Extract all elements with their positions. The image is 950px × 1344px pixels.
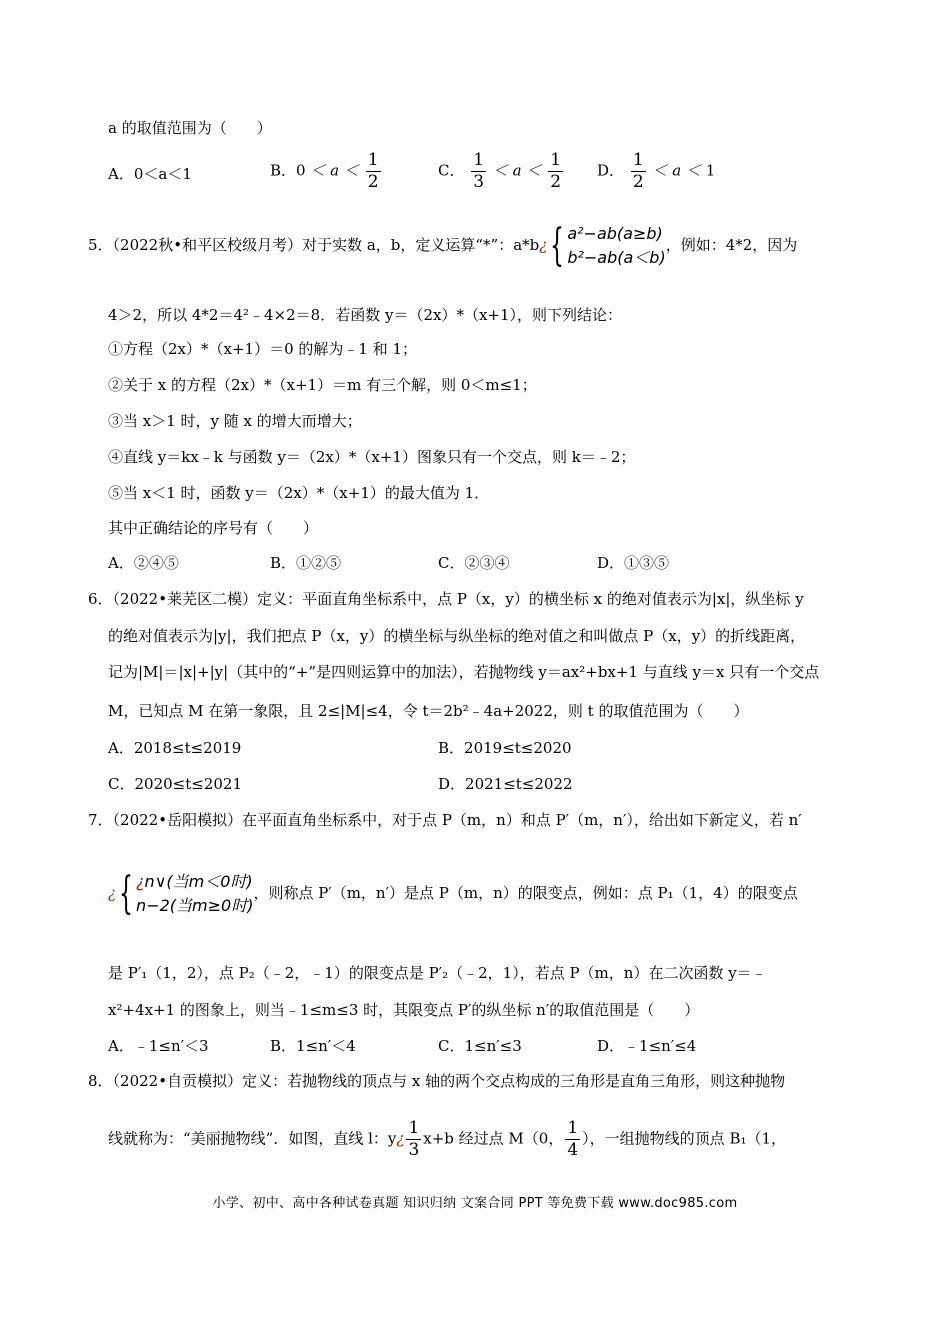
lt-symbol: ＜ (526, 161, 542, 180)
q7-piecewise (136, 870, 253, 918)
q6-option-b[interactable]: B．2019≤t≤2020 (438, 739, 572, 757)
var-a: a (330, 161, 340, 180)
q7-line2-tail: ，则称点 P′（m，n′）是点 P（m，n）的限变点，例如：点 P₁（1，4）的限变点 (253, 884, 798, 902)
fraction-one-quarter: $\frac{1}{4}$ (567, 1118, 579, 1160)
q5-ask: 其中正确结论的序号有（ ） (108, 519, 319, 537)
q7-stem-line1 (88, 809, 802, 830)
q8-line2-a: 线就称为：“美丽抛物线”．如图，直线 l：y (108, 1129, 397, 1148)
unknown-symbol: ¿ (136, 872, 145, 891)
q5-statement-1: ①方程（2x）*（x+1）＝0 的解为﹣1 和 1； (108, 340, 418, 358)
q6-line1-text: （2022•莱芜区二模）定义：平面直角坐标系中，点 P（x，y）的横坐标 x 的绝对值表示为|x|，纵坐标 y (112, 590, 804, 608)
q4-option-d[interactable] (597, 152, 715, 191)
q5-option-a[interactable]: A．②④⑤ (108, 554, 179, 572)
fraction-one-half: $\frac{1}{2}$ (550, 150, 562, 192)
q5-case2: b²−ab(a＜b) (567, 248, 666, 267)
q5-tail: ，例如：4*2，因为 (665, 236, 798, 254)
lt-symbol: ＜ (343, 161, 359, 180)
q4-option-b-label: B．0 (270, 161, 306, 180)
lt-symbol: ＜ (652, 161, 668, 180)
lt-symbol: ＜ (310, 161, 326, 180)
q5-number: 5． (88, 236, 113, 254)
q5-intro: （2022秋•和平区校级月考）对于实数 a，b，定义运算“*”：a*b (112, 236, 540, 254)
unknown-symbol: ¿ (108, 884, 117, 902)
page-footer: 小学、初中、高中各种试卷真题 知识归纳 文案合同 PPT 等免费下载 www.doc985.com (212, 1196, 738, 1211)
q8-line2-b: x+b 经过点 M（0， (423, 1129, 564, 1148)
unknown-symbol: ¿ (539, 236, 548, 254)
q5-statement-4: ④直线 y＝kx﹣k 与函数 y＝（2x）*（x+1）图象只有一个交点，则 k＝﹣2； (108, 448, 636, 466)
q7-case1-text: n∨(当m＜0时) (144, 872, 253, 891)
q7-option-c[interactable]: C．1≤n′≤3 (438, 1037, 522, 1055)
number-one: 1 (705, 161, 716, 180)
lt-symbol: ＜ (492, 161, 508, 180)
lt-symbol: ＜ (685, 161, 701, 180)
q5-case1: a²−ab(a≥b) (567, 224, 663, 243)
var-a: a (512, 161, 522, 180)
q5-option-b[interactable]: B．①②⑤ (270, 554, 342, 572)
q4-option-a[interactable]: A．0＜a＜1 (108, 165, 192, 183)
q6-option-c[interactable]: C．2020≤t≤2021 (108, 775, 242, 793)
fraction-one-half: $\frac{1}{2}$ (632, 150, 644, 192)
q5-statement-2: ②关于 x 的方程（2x）*（x+1）＝m 有三个解，则 0＜m≤1； (108, 376, 537, 394)
q7-number: 7． (88, 811, 113, 829)
q7-case2: n−2(当m≥0时) (136, 896, 254, 915)
left-brace: { (119, 868, 134, 919)
q5-stem-line2: 4＞2，所以 4*2＝4²﹣4×2＝8．若函数 y＝（2x）*（x+1），则下列结论： (108, 306, 623, 324)
q6-option-d[interactable]: D．2021≤t≤2022 (438, 775, 573, 793)
q7-option-d[interactable]: D．﹣1≤n′≤4 (597, 1037, 697, 1055)
fraction-one-third: $\frac{1}{3}$ (408, 1118, 420, 1160)
q4-option-c[interactable] (438, 152, 565, 191)
q4-stem: a 的取值范围为（ ） (108, 119, 272, 137)
q8-line2-c: ），一组抛物线的顶点 B₁（1， (582, 1129, 787, 1148)
q6-stem-line1 (88, 588, 804, 609)
q7-stem-line2 (108, 870, 798, 918)
q5-piecewise (567, 222, 665, 270)
fraction-one-third: $\frac{1}{3}$ (473, 150, 485, 192)
q7-case1 (136, 870, 253, 894)
q4-option-b[interactable] (270, 152, 383, 191)
q6-stem-line2: 的绝对值表示为|y|，我们把点 P（x，y）的横坐标与纵坐标的绝对值之和叫做点 P（x，y）的折线距离， (108, 627, 806, 645)
q6-stem-line3: 记为|M|＝|x|+|y|（其中的“+”是四则运算中的加法），若抛物线 y＝ax²+bx+1 与直线 y＝x 只有一个交点 (108, 663, 820, 681)
q7-option-b[interactable]: B．1≤n′＜4 (270, 1037, 356, 1055)
q5-statement-5: ⑤当 x＜1 时，函数 y＝（2x）*（x+1）的最大值为 1． (108, 484, 490, 502)
q7-option-a[interactable]: A．﹣1≤n′＜3 (108, 1037, 209, 1055)
unknown-symbol: ¿ (396, 1129, 405, 1148)
q5-stem-line1 (88, 222, 797, 270)
q5-statement-3: ③当 x＞1 时，y 随 x 的增大而增大； (108, 412, 362, 430)
q5-option-d[interactable]: D．①③⑤ (597, 554, 670, 572)
left-brace: { (550, 220, 565, 271)
q7-stem-line4: x²+4x+1 的图象上，则当﹣1≤m≤3 时，其限变点 P′的纵坐标 n′的取值范围是（ ） (108, 1001, 700, 1019)
q8-stem-line1 (88, 1070, 785, 1091)
q6-number: 6． (88, 590, 113, 608)
q8-line1-text: （2022•自贡模拟）定义：若抛物线的顶点与 x 轴的两个交点构成的三角形是直角三角形，则这种抛物 (112, 1072, 786, 1090)
q5-option-c[interactable]: C．②③④ (438, 554, 510, 572)
q6-stem-line4: M，已知点 M 在第一象限，且 2≤|M|≤4，令 t＝2b²﹣4a+2022，则 t 的取值范围为（ ） (108, 702, 749, 720)
q8-number: 8． (88, 1072, 113, 1090)
var-a: a (672, 161, 682, 180)
q8-stem-line2 (108, 1120, 786, 1159)
q6-option-a[interactable]: A．2018≤t≤2019 (108, 739, 242, 757)
q4-option-c-label: C． (438, 161, 465, 180)
q4-option-d-label: D． (597, 161, 625, 180)
q7-stem-line3: 是 P′₁（1，2），点 P₂（﹣2，﹣1）的限变点是 P′₂（﹣2，1），若点 P（m，n）在二次函数 y＝﹣ (108, 964, 767, 982)
fraction-one-half: $\frac{1}{2}$ (367, 150, 379, 192)
q7-line1-text: （2022•岳阳模拟）在平面直角坐标系中，对于点 P（m，n）和点 P′（m，n′），给出如下新定义，若 n′ (112, 811, 802, 829)
